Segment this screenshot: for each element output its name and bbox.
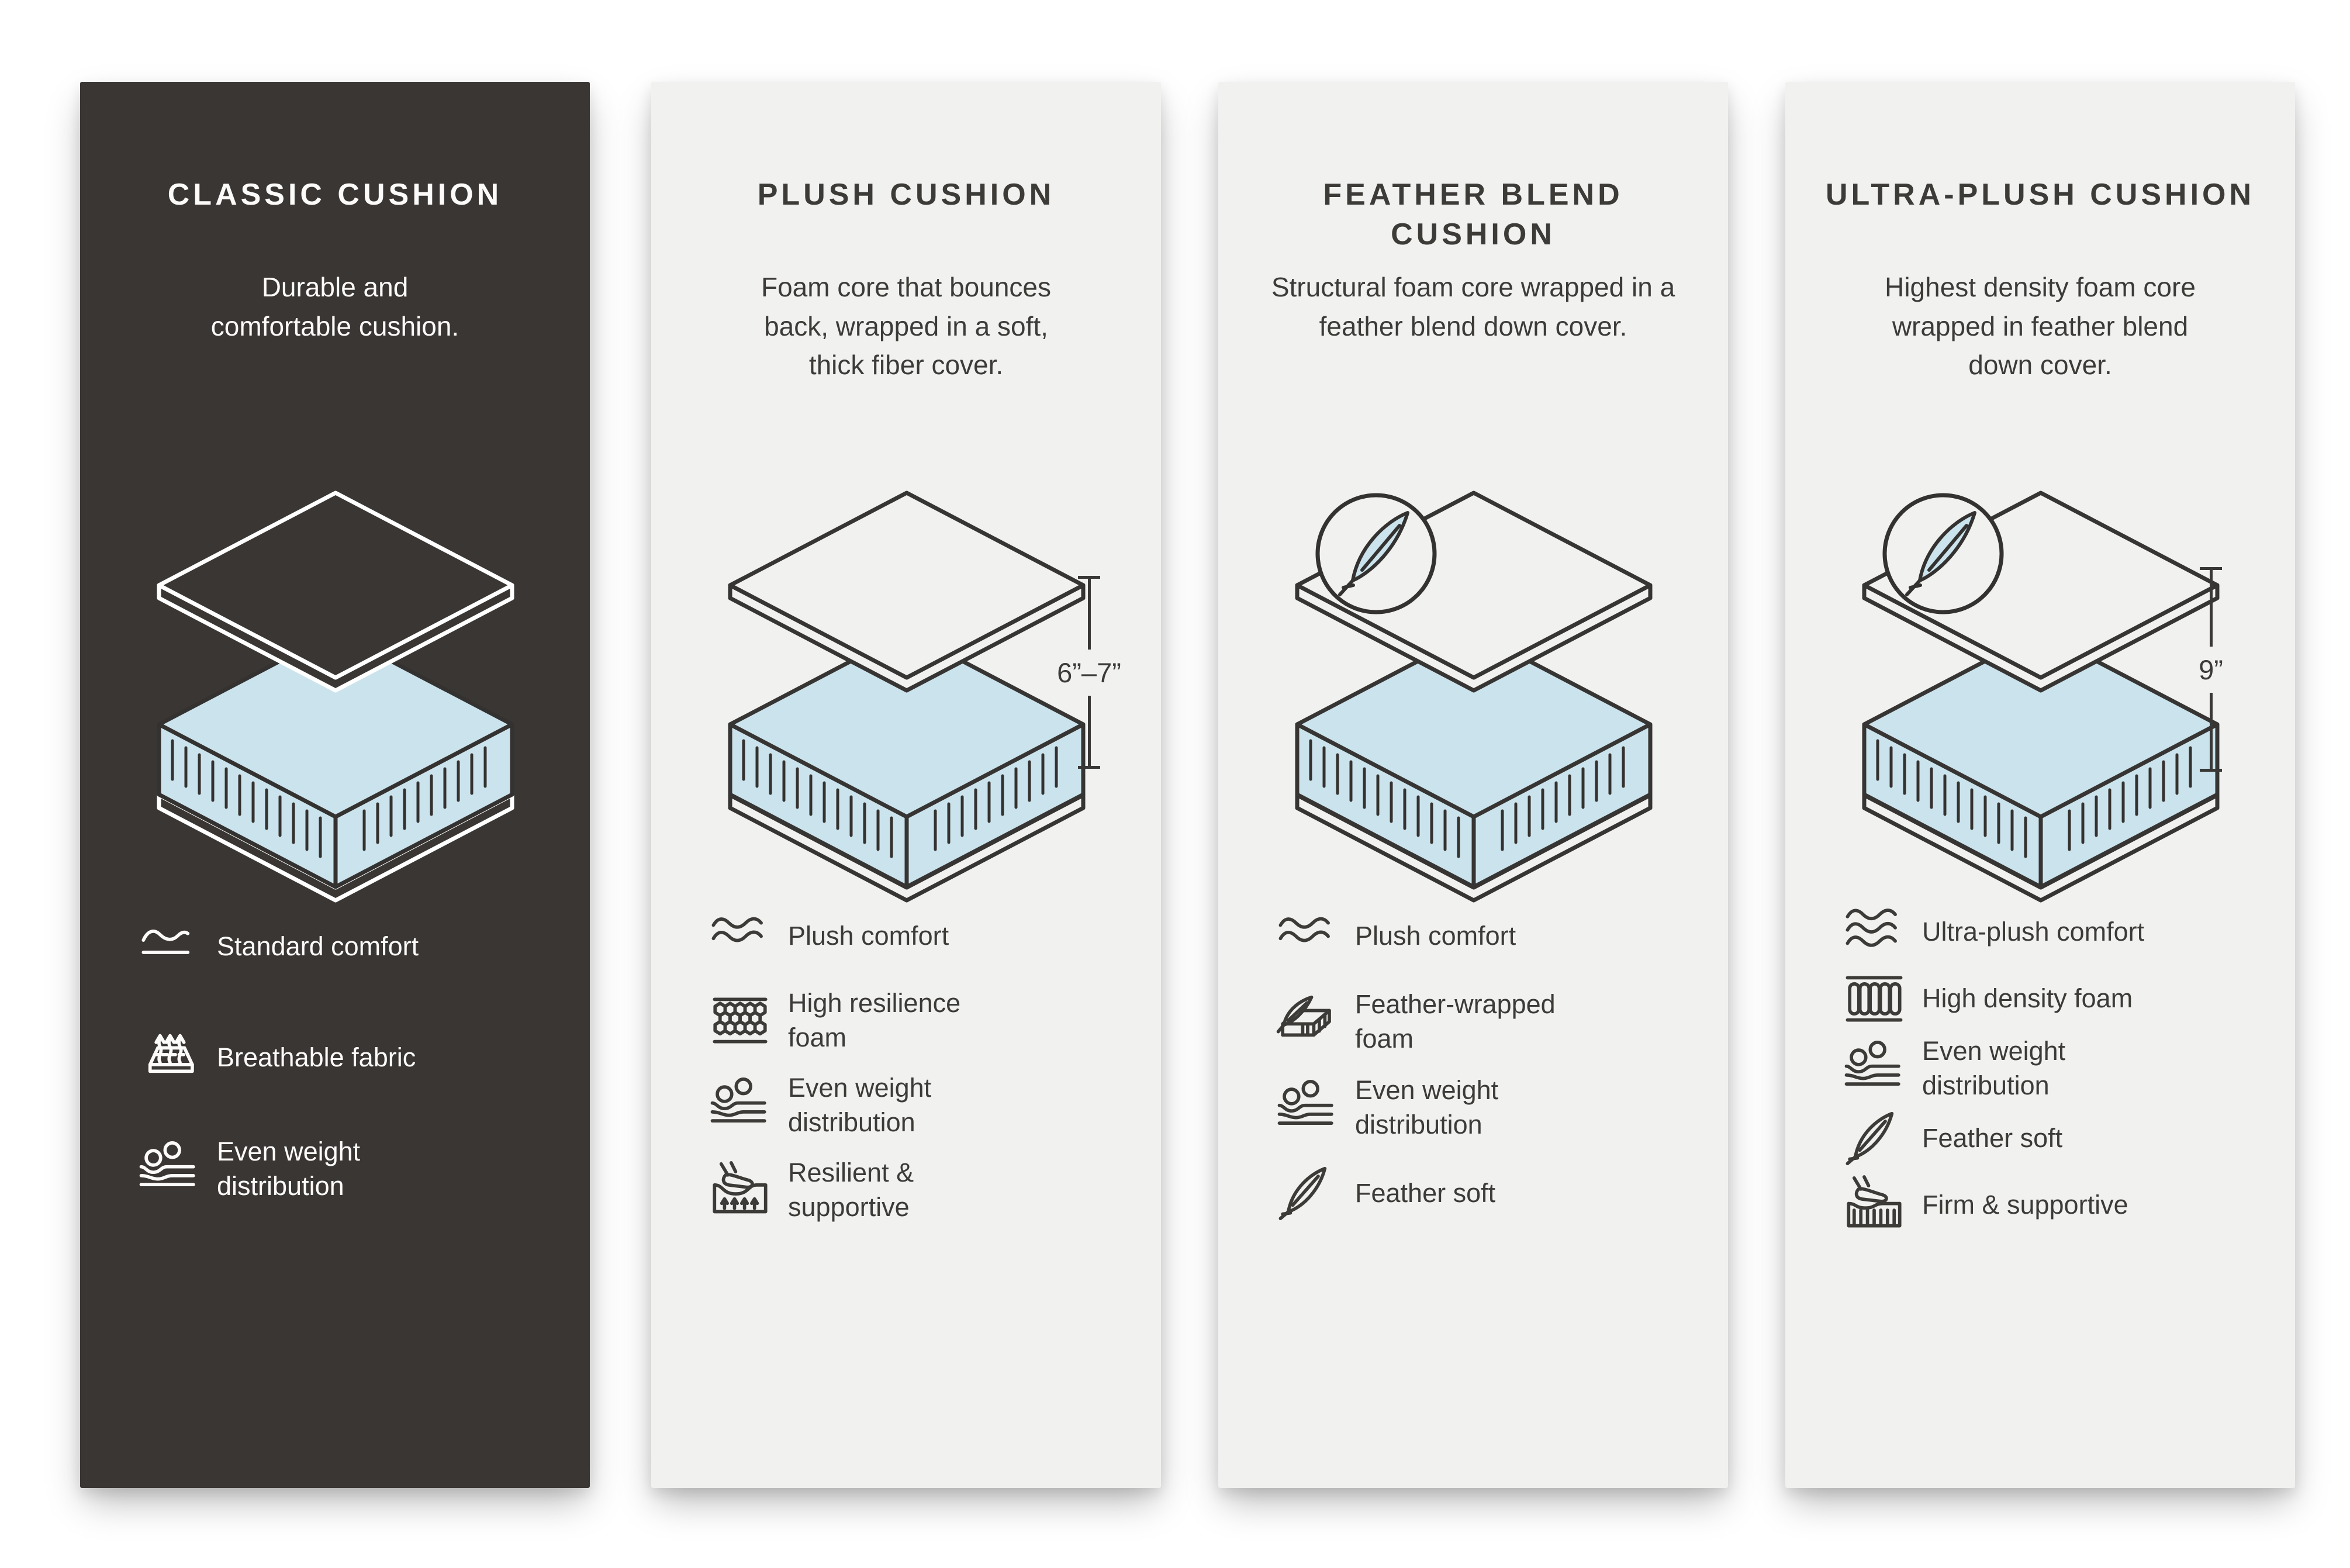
feature-list — [1839, 900, 2278, 1237]
high-density-foam-icon — [1839, 968, 1909, 1029]
wave-single-icon — [134, 916, 204, 977]
panel-title: ULTRA-PLUSH CUSHION — [1825, 178, 2255, 212]
dimension-cap-bottom — [1078, 766, 1100, 769]
feature-row — [1839, 900, 2278, 963]
feature-label: High density foam — [1922, 983, 2133, 1014]
height-dimension — [1057, 576, 1121, 769]
panel-description: Highest density foam core wrapped in feather blend down cover. — [1885, 272, 2196, 381]
panel-title: PLUSH CUSHION — [757, 178, 1055, 212]
feature-label: Plush comfort — [1355, 921, 1516, 951]
feature-label: Even weight distribution — [788, 1072, 932, 1138]
cushion-layers-illustration — [1861, 491, 2223, 907]
feature-row — [1272, 987, 1710, 1056]
cushion-layers-icon — [156, 491, 514, 906]
feature-label: Feather soft — [1355, 1177, 1496, 1208]
feature-row — [134, 912, 572, 981]
panel-plush-cushion — [651, 82, 1161, 1488]
feature-label: Even weight distribution — [1922, 1036, 2066, 1101]
wave-double-icon — [705, 906, 775, 966]
top-plate — [159, 493, 512, 690]
weight-distribution-icon — [1839, 1038, 1909, 1099]
feature-list — [705, 902, 1143, 1224]
breathable-fabric-icon — [134, 1027, 204, 1088]
wave-triple-icon — [1839, 902, 1909, 962]
panel-feather-blend-cushion — [1218, 82, 1728, 1488]
dimension-line-bottom — [1088, 696, 1091, 766]
panel-ultra-plush-cushion — [1785, 82, 2295, 1488]
firm-supportive-icon — [1839, 1175, 1909, 1235]
feature-label: Feather-wrapped foam — [1355, 989, 1556, 1054]
feather-badge-icon — [1881, 492, 2005, 616]
feature-row — [705, 1070, 1143, 1140]
panel-description: Foam core that bounces back, wrapped in a soft, thick fiber cover. — [761, 272, 1052, 381]
feature-row — [705, 1155, 1143, 1225]
feather-wrapped-foam-icon — [1272, 991, 1342, 1052]
feature-label: Resilient & supportive — [788, 1157, 914, 1222]
feature-label: Plush comfort — [788, 921, 949, 951]
weight-distribution-icon — [134, 1138, 204, 1199]
feature-row — [1839, 967, 2278, 1030]
feature-label: Even weight distribution — [1355, 1075, 1499, 1140]
feature-label: Breathable fabric — [217, 1042, 416, 1073]
dimension-cap-bottom — [2200, 769, 2222, 772]
honeycomb-foam-icon — [705, 990, 775, 1051]
feature-row — [705, 902, 1143, 970]
height-dimension — [2189, 567, 2233, 772]
feature-row — [134, 1023, 572, 1092]
panel-title: FEATHER BLEND CUSHION — [1323, 178, 1623, 251]
dimension-line-top — [2210, 570, 2213, 647]
panel-description: Durable and comfortable cushion. — [210, 272, 459, 341]
resilient-supportive-icon — [705, 1159, 775, 1220]
feather-icon — [1839, 1108, 1909, 1169]
cushion-layers-icon — [727, 491, 1086, 906]
feature-label: High resilience foam — [788, 988, 961, 1053]
feature-row — [1272, 1159, 1710, 1228]
feature-label: Feather soft — [1922, 1123, 2063, 1153]
dimension-line-bottom — [2210, 693, 2213, 769]
feature-row — [1839, 1107, 2278, 1170]
panel-description: Structural foam core wrapped in a feather blend down cover. — [1271, 272, 1675, 341]
feature-label: Standard comfort — [217, 931, 419, 962]
cushion-layers-illustration — [156, 491, 514, 907]
feature-row — [705, 986, 1143, 1055]
feature-row — [1839, 1173, 2278, 1237]
dimension-line-top — [1088, 579, 1091, 650]
feature-row — [1839, 1034, 2278, 1103]
feather-badge-icon — [1314, 492, 1438, 616]
feature-label: Even weight distribution — [217, 1137, 361, 1201]
dimension-label: 9” — [2199, 654, 2223, 685]
cushion-layers-illustration — [1294, 491, 1653, 907]
feature-label: Firm & supportive — [1922, 1190, 2128, 1220]
feature-row — [1272, 902, 1710, 970]
feature-row — [1272, 1073, 1710, 1142]
top-plate — [730, 493, 1083, 690]
feature-label: Ultra-plush comfort — [1922, 917, 2145, 947]
dimension-label: 6”–7” — [1057, 657, 1121, 688]
wave-double-icon — [1272, 906, 1342, 966]
feature-row — [134, 1134, 572, 1204]
panel-classic-cushion — [80, 82, 590, 1488]
weight-distribution-icon — [705, 1075, 775, 1135]
feature-list — [134, 912, 572, 1204]
page-title: CLASSIC CUSHION — [167, 178, 503, 212]
feature-list — [1272, 902, 1710, 1228]
weight-distribution-icon — [1272, 1077, 1342, 1138]
cushion-layers-illustration — [727, 491, 1121, 907]
feather-icon — [1272, 1163, 1342, 1224]
